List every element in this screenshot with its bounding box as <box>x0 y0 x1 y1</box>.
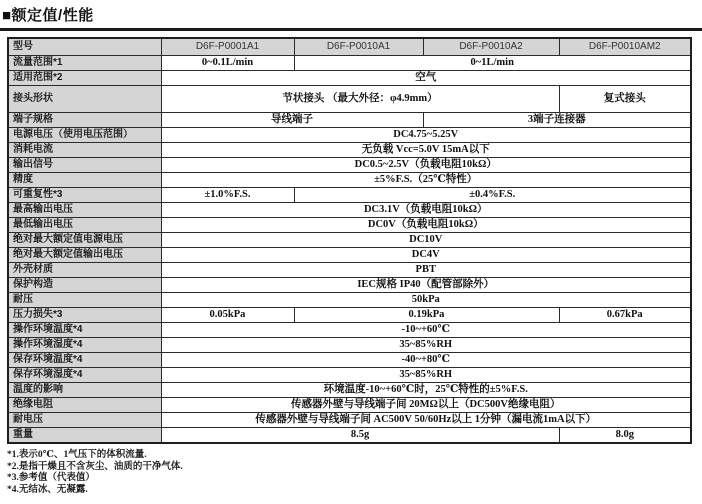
footnote: *2.是指干燥且不含灰尘、油质的干净气体. <box>7 461 183 472</box>
table-row-output-signal <box>8 158 691 173</box>
row-label: 绝对最大额定值输出电压 <box>8 248 161 263</box>
table-row-dielectric-strength <box>8 413 691 428</box>
table-row-current-consumption <box>8 143 691 158</box>
row-label: 消耗电流 <box>8 143 161 158</box>
table-row-temperature-influence <box>8 383 691 398</box>
spec-value: 0.05kPa <box>161 308 294 323</box>
row-label: 保存环境温度*4 <box>8 353 161 368</box>
section-header <box>0 0 702 31</box>
spec-value: 0.19kPa <box>294 308 559 323</box>
table-row-protection <box>8 278 691 293</box>
row-label: 耐电压 <box>8 413 161 428</box>
table-row-insulation-resistance <box>8 398 691 413</box>
row-label: 电源电压（使用电压范围） <box>8 128 161 143</box>
row-label: 最高输出电压 <box>8 203 161 218</box>
table-row-max-output-voltage <box>8 203 691 218</box>
row-label: 保护构造 <box>8 278 161 293</box>
model-name: D6F-P0001A1 <box>161 38 294 56</box>
spec-value: IEC规格 IP40（配管部除外） <box>161 278 691 293</box>
row-label: 重量 <box>8 428 161 444</box>
spec-value: 0~1L/min <box>294 56 691 71</box>
table-row-operating-humidity <box>8 338 691 353</box>
row-label: 温度的影响 <box>8 383 161 398</box>
spec-value: ±1.0%F.S. <box>161 188 294 203</box>
page-title: ■额定值/性能 <box>2 7 94 24</box>
spec-value: DC0V（负载电阻10kΩ） <box>161 218 691 233</box>
spec-value: 50kPa <box>161 293 691 308</box>
corner-label: 型号 <box>8 38 161 56</box>
spec-value: 35~85%RH <box>161 368 691 383</box>
table-row-abs-max-supply-voltage <box>8 233 691 248</box>
row-label: 绝缘电阻 <box>8 398 161 413</box>
table-row-weight <box>8 428 691 444</box>
row-label: 外壳材质 <box>8 263 161 278</box>
spec-value: PBT <box>161 263 691 278</box>
spec-value: DC0.5~2.5V（负载电阻10kΩ） <box>161 158 691 173</box>
spec-value: 空气 <box>161 71 691 86</box>
spec-value: 3端子连接器 <box>423 113 691 128</box>
footnote: *4.无结冰、无凝露. <box>7 484 88 495</box>
spec-value: 环境温度-10~+60℃时，25℃特性的±5%F.S. <box>161 383 691 398</box>
row-label: 最低输出电压 <box>8 218 161 233</box>
footnotes <box>7 450 702 496</box>
spec-value: 传感器外壁与导线端子间 20MΩ以上（DC500V绝缘电阻） <box>161 398 691 413</box>
table-row-withstand-pressure <box>8 293 691 308</box>
spec-value: 节状接头 （最大外径：φ4.9mm） <box>161 86 559 113</box>
table-row-terminal-spec <box>8 113 691 128</box>
row-label: 耐压 <box>8 293 161 308</box>
table-row-supply-voltage <box>8 128 691 143</box>
spec-value: 传感器外壁与导线端子间 AC500V 50/60Hz以上 1分钟（漏电流1mA以下） <box>161 413 691 428</box>
table-row-storage-humidity <box>8 368 691 383</box>
table-row-min-output-voltage <box>8 218 691 233</box>
row-label: 操作环境温度*4 <box>8 323 161 338</box>
model-name: D6F-P0010A1 <box>294 38 423 56</box>
table-row-accuracy <box>8 173 691 188</box>
row-label: 可重复性*3 <box>8 188 161 203</box>
spec-value: 35~85%RH <box>161 338 691 353</box>
row-label: 端子规格 <box>8 113 161 128</box>
spec-value: -10~+60℃ <box>161 323 691 338</box>
table-row-flow-range <box>8 56 691 71</box>
row-label: 压力损失*3 <box>8 308 161 323</box>
model-name: D6F-P0010AM2 <box>559 38 691 56</box>
spec-value: DC4V <box>161 248 691 263</box>
table-header-row <box>8 38 691 56</box>
spec-value: DC4.75~5.25V <box>161 128 691 143</box>
spec-value: ±5%F.S.（25℃特性） <box>161 173 691 188</box>
table-row-storage-temp <box>8 353 691 368</box>
table-row-pressure-loss <box>8 308 691 323</box>
row-label: 操作环境湿度*4 <box>8 338 161 353</box>
table-row-operating-temp <box>8 323 691 338</box>
spec-value: 导线端子 <box>161 113 423 128</box>
table-row-abs-max-output-voltage <box>8 248 691 263</box>
spec-value: ±0.4%F.S. <box>294 188 691 203</box>
table-row-applicable-fluid <box>8 71 691 86</box>
table-row-repeatability <box>8 188 691 203</box>
spec-value: DC3.1V（负载电阻10kΩ） <box>161 203 691 218</box>
table-row-case-material <box>8 263 691 278</box>
spec-value: 8.5g <box>161 428 559 444</box>
row-label: 流量范围*1 <box>8 56 161 71</box>
row-label: 接头形状 <box>8 86 161 113</box>
row-label: 精度 <box>8 173 161 188</box>
model-name: D6F-P0010A2 <box>423 38 559 56</box>
row-label: 适用范围*2 <box>8 71 161 86</box>
spec-value: 无负载 Vcc=5.0V 15mA以下 <box>161 143 691 158</box>
footnote: *3.参考值（代表值） <box>7 473 95 483</box>
spec-value: 0.67kPa <box>559 308 691 323</box>
row-label: 绝对最大额定值电源电压 <box>8 233 161 248</box>
row-label: 保存环境湿度*4 <box>8 368 161 383</box>
spec-value: 8.0g <box>559 428 691 444</box>
spec-table <box>7 37 692 444</box>
spec-value: 复式接头 <box>559 86 691 113</box>
row-label: 输出信号 <box>8 158 161 173</box>
footnote: *1.表示0℃、1气压下的体积流量. <box>7 450 147 460</box>
spec-value: 0~0.1L/min <box>161 56 294 71</box>
table-row-connector-shape <box>8 86 691 113</box>
spec-value: -40~+80℃ <box>161 353 691 368</box>
spec-value: DC10V <box>161 233 691 248</box>
